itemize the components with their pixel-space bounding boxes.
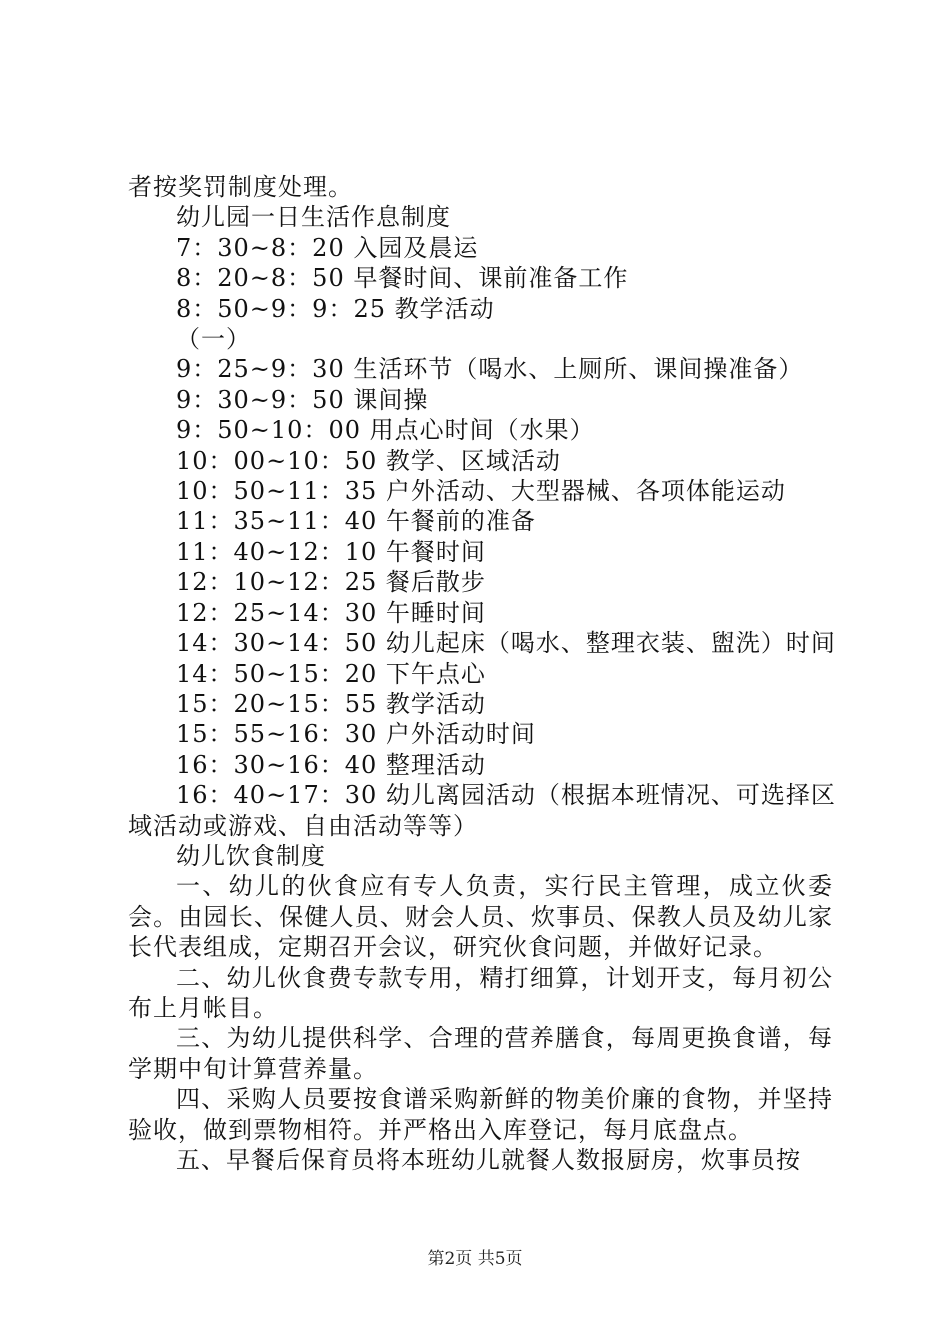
section-title: 幼儿园一日生活作息制度 (176, 203, 451, 232)
schedule-item: 16：40~17：30 幼儿离园活动（根据本班情况、可选择区 (176, 781, 836, 810)
schedule-item: 14：50~15：20 下午点心 (176, 659, 486, 688)
schedule-item: 11：40~12：10 午餐时间 (176, 537, 486, 566)
schedule-item: 7：30~8：20 入园及晨运 (176, 233, 479, 262)
paragraph: 三、为幼儿提供科学、合理的营养膳食，每周更换食谱，每学期中旬计算营养量。 (128, 1024, 833, 1083)
schedule-item: 15：20~15：55 教学活动 (176, 689, 486, 718)
text-line: 者按奖罚制度处理。 (128, 173, 353, 201)
schedule-item: 14：30~14：50 幼儿起床（喝水、整理衣装、盥洗）时间 (176, 629, 836, 658)
schedule-item: 9：25~9：30 生活环节（喝水、上厕所、课间操准备） (176, 355, 804, 384)
schedule-item: 9：30~9：50 课间操 (176, 385, 429, 414)
document-body (128, 172, 836, 1175)
schedule-item: 8：50~9：9：25 教学活动 (176, 294, 495, 323)
schedule-item: （一） (176, 325, 251, 354)
schedule-item: 10：50~11：35 户外活动、大型器械、各项体能运动 (176, 477, 786, 506)
paragraph: 二、幼儿伙食费专款专用，精打细算，计划开支，每月初公布上月帐目。 (128, 963, 833, 1022)
page-footer: 第2页 共5页 (427, 1249, 523, 1269)
paragraph: 四、采购人员要按食谱采购新鲜的物美价廉的食物，并坚持验收，做到票物相符。并严格出入库登记，每月底盘点。 (128, 1085, 833, 1144)
schedule-item: 11：35~11：40 午餐前的准备 (176, 507, 536, 536)
section-title: 幼儿饮食制度 (176, 841, 326, 870)
paragraph: 一、幼儿的伙食应有专人负责，实行民主管理，成立伙委会。由园长、保健人员、财会人员、炊事员、保教人员及幼儿家长代表组成，定期召开会议，研究伙食问题，并做好记录。 (128, 872, 833, 962)
paragraph: 五、早餐后保育员将本班幼儿就餐人数报厨房，炊事员按 (176, 1146, 801, 1174)
schedule-item: 15：55~16：30 户外活动时间 (176, 720, 536, 749)
schedule-item-continuation: 域活动或游戏、自由活动等等） (128, 811, 478, 840)
schedule-item: 10：00~10：50 教学、区域活动 (176, 446, 561, 475)
schedule-item: 16：30~16：40 整理活动 (176, 750, 486, 779)
schedule-item: 9：50~10：00 用点心时间（水果） (176, 416, 595, 445)
schedule-item: 12：25~14：30 午睡时间 (176, 598, 486, 627)
schedule-item: 8：20~8：50 早餐时间、课前准备工作 (176, 264, 629, 293)
schedule-item: 12：10~12：25 餐后散步 (176, 568, 486, 597)
